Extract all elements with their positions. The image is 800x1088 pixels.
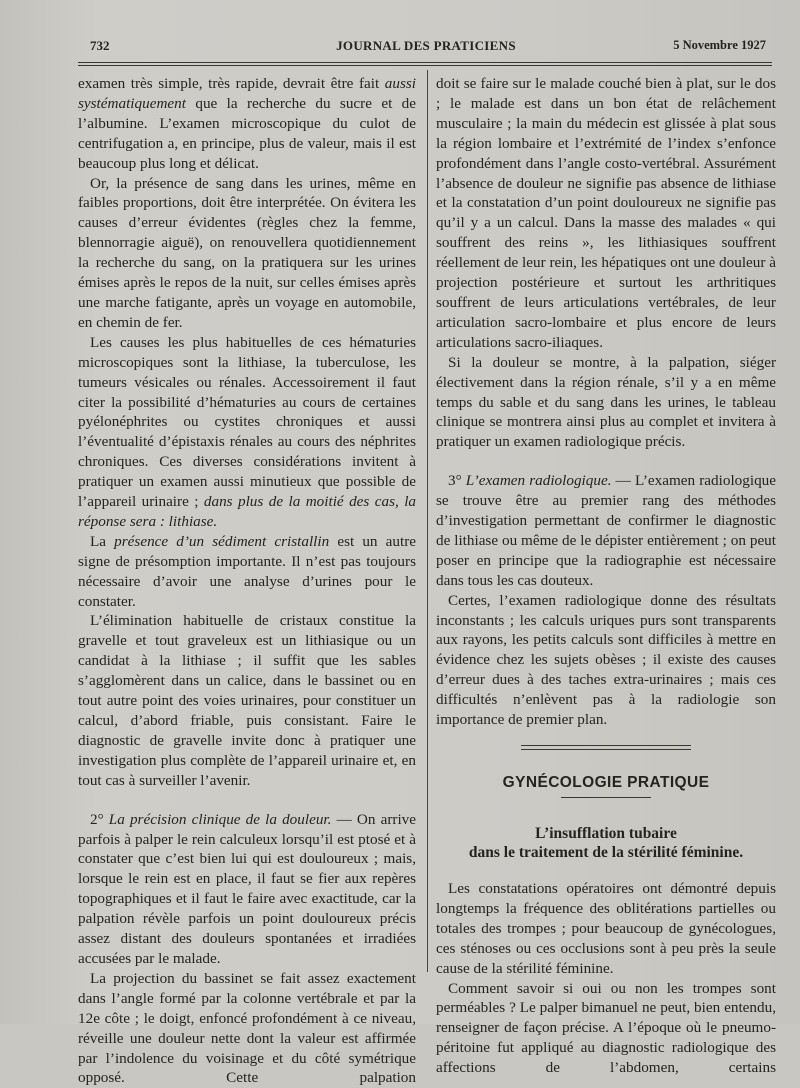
subsection-heading: La précision clinique de la douleur. (108, 810, 332, 828)
column-separator (427, 70, 428, 972)
issue-date: 5 Novembre 1927 (673, 38, 766, 52)
emphasis: dans plus de la moitié des cas, la réponse sera : lithiase. (78, 493, 417, 530)
section-number: 3° (448, 472, 466, 490)
text-run: Les causes les plus habituelles de ces hématuries microscopiques sont la lithiase, la tuberculose, les tumeurs vésicales ou rénales. Accessoirement il faut citer la possibilité d’hématuries au cours de certaines pyélonéphrites ou cystites chroniques et aussi l’éventualité d’épistaxis rénales au cours des néphrites chroniques. Ces diverses considérations invitent à pratiquer un examen aussi minutieux que possible de l’appareil urinaire ; (78, 333, 416, 511)
journal-title: JOURNAL DES PRATICIENS (336, 38, 516, 53)
paragraph: Les constatations opératoires ont démontré depuis longtemps la fréquence des oblitérations partielles ou totales des trompes ; pour beaucoup de gynécologues, ces sténoses ou ces occlusions sont à peu près la seule cause de la stérilité féminine. (436, 880, 776, 977)
section-title-underline (561, 797, 651, 798)
section-rule (521, 745, 691, 746)
header-rule (78, 62, 772, 63)
right-column (436, 74, 776, 1078)
paragraph: doit se faire sur le malade couché bien à plat, sur le dos ; le malade est dans un bon état de relâchement musculaire ; la main du médecin est glissée à plat sous la région lombaire et l’extrémité de l’index s’enfonce profondément dans l’angle costo-vertébral. Assurément l’absence de douleur ne signifie pas absence de lithiase et la constatation d’un point douloureux ne signifie pas qu’il y a un calcul. Dans la masse des malades « qui souffrent des reins », les lithiasiques souffrent réellement de leur rein, les hépatiques ont une douleur à projection postérieure et surtout les arthritiques souffrent de leurs articulations vertébrales, de leur articulation sacro-lombaire et plus encore de leurs articulations sacro-iliaques. (436, 75, 776, 351)
emphasis: présence d’un sédiment cristallin (114, 532, 330, 550)
paragraph (78, 74, 416, 174)
paragraph: La projection du bassinet se fait assez exactement dans l’angle formé par la colonne vertébrale et par la 12e côte ; le doigt, enfoncé profondément à ce niveau, réveille une douleur nette dont la valeur est affirmée par l’indolence du voisinage et du côté symétrique opposé. Cette palpation (78, 969, 416, 1087)
paragraph: Comment savoir si oui ou non les trompes sont perméables ? Le palper bimanuel ne peut, bien entendu, renseigner de façon précise. A l’époque où le pneumo-péritoine fut appliqué au diagnostic radiologique des affections de l’abdomen, certains (436, 979, 776, 1077)
paragraph: L’élimination habituelle de cristaux constitue la gravelle et tout graveleux est un lithiasique ou un candidat à la lithiase ; il suffit que les sables s’agglomèrent dans un calice, dans le bassinet ou en tout autre point des voies urinaires, pour constituer un calcul, d’abord friable, puis consistant. Faire le diagnostic de gravelle invite donc à pratiquer une investigation plus complète de l’appareil urinaire et, en tout cas à surveiller l’avenir. (78, 612, 416, 789)
section-title: GYNÉCOLOGIE PRATIQUE (502, 774, 710, 791)
paragraph (436, 471, 776, 590)
running-header (86, 36, 766, 58)
text-run: — On arrive parfois à palper le rein calculeux lorsqu’il est ptosé et à constater que c’est bien lui qui est douloureux ; mais, lorsque le rein est en place, il faut se fier aux repères topographiques et il faut le faire avec exactitude, car la palpation révèle parfois un point douloureux précis assez distant des douleurs spontanées et irradiées accusées par le malade. (78, 810, 416, 967)
page-number: 732 (90, 38, 110, 53)
paragraph: Or, la présence de sang dans les urines, même en faibles proportions, doit être interprétée. On évitera les causes d’erreur évidentes (règles chez la femme, blennorragie aiguë), on renouvellera quotidiennement la recherche du sang, on la pratiquera sur les urines émises après le repos de la nuit, sur celles émises après une marche fatigante, après un voyage en automobile, en chemin de fer. (78, 174, 416, 331)
text-run: La (90, 532, 107, 550)
paragraph (78, 333, 416, 532)
paragraph (78, 810, 416, 969)
paragraph (78, 532, 416, 612)
article-title-line: L’insufflation tubaire (535, 825, 677, 842)
paragraph: Si la douleur se montre, à la palpation, siéger électivement dans la région rénale, s’il y a en même temps du sable et du sang dans les urines, le tableau clinique se montrera ainsi plus au complet et invitera à pratiquer un examen radiologique précis. (436, 353, 776, 451)
paragraph: Certes, l’examen radiologique donne des résultats inconstants ; les calculs uriques purs sont transparents aux rayons, les petits calculs sont difficiles à mettre en évidence chez les sujets obèses ; il existe des causes d’erreur dues à des taches extra-urinaires ; mais ces difficultés n’enlèvent pas à la radiologie son importance de premier plan. (436, 591, 776, 729)
section-rule-thin (521, 749, 691, 750)
article-title (436, 824, 776, 862)
left-column (78, 74, 416, 1088)
emphasis: aussi systématiquement (78, 75, 417, 112)
text-run: — L’examen radiologique se trouve être au premier rang des méthodes d’investigation permettant de confirmer le diagnostic de lithiase ou même de le dépister entièrement ; on peut poser en principe que la radiographie est nécessaire dans tous les cas douteux. (436, 472, 776, 589)
article-title-line: dans le traitement de la stérilité féminine. (468, 844, 744, 861)
text-run: que la recherche du sucre et de l’albumine. L’examen microscopique du culot de centrifugation a, en principe, plus de valeur, mais il est beaucoup plus long et délicat. (78, 94, 416, 172)
text-run: est un autre signe de présomption importante. Il n’est pas toujours nécessaire d’avoir une analyse d’urines pour le constater. (78, 532, 417, 610)
section-number: 2° (90, 810, 109, 828)
header-rule-thin (78, 65, 772, 66)
subsection-heading: L’examen radiologique. (465, 472, 612, 490)
text-run: examen très simple, très rapide, devrait être fait (78, 75, 380, 92)
